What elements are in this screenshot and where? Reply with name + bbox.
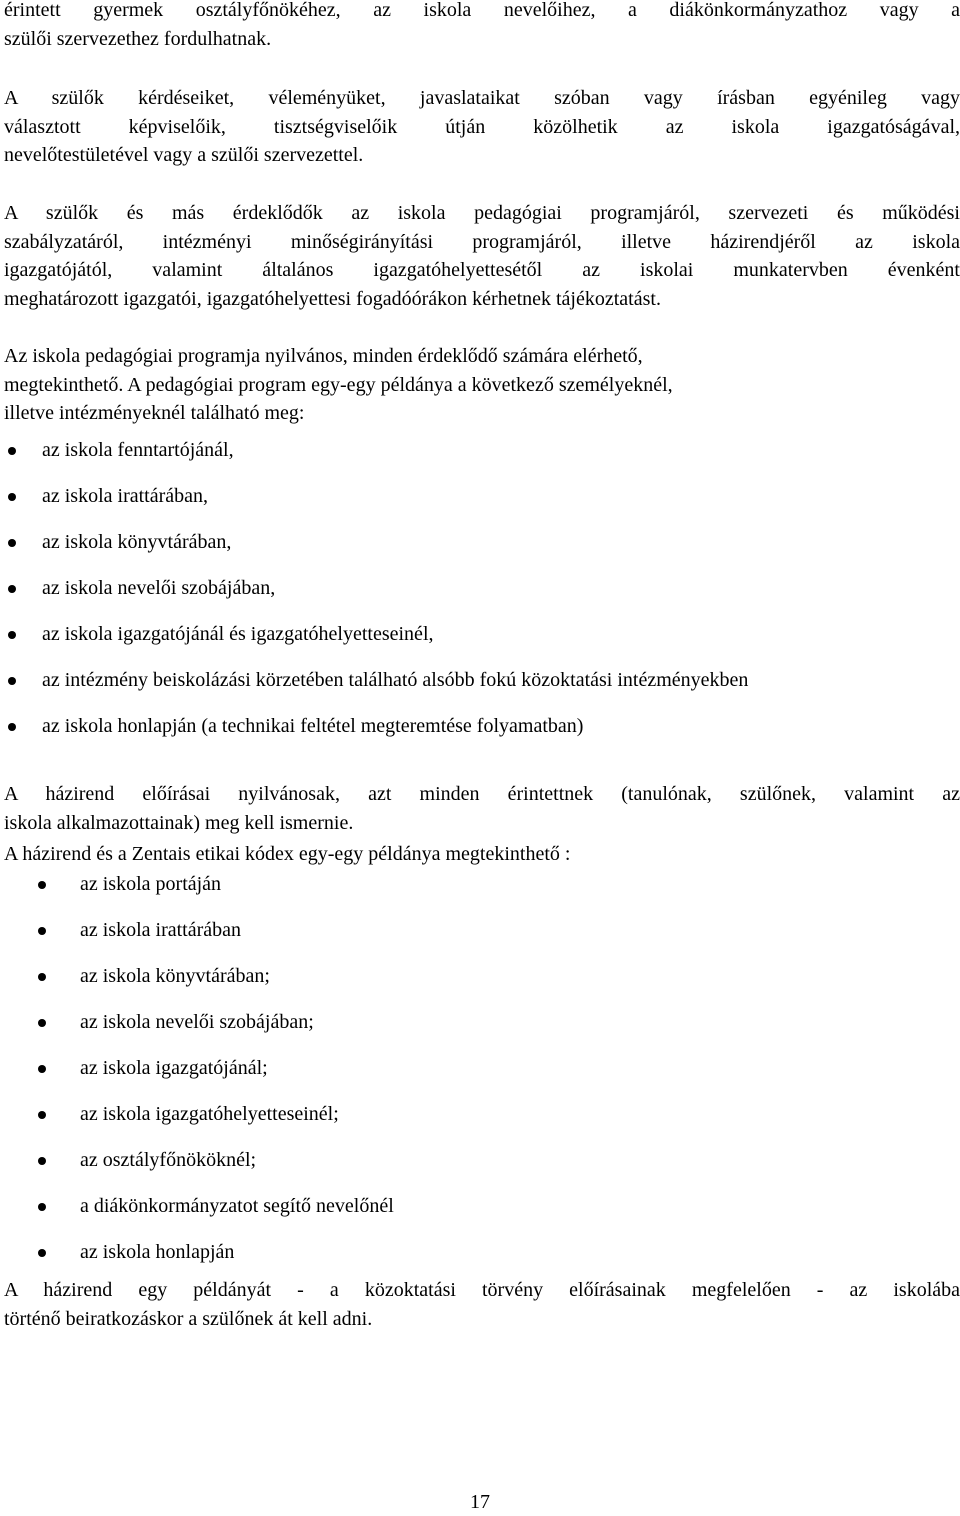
bullet-icon: [38, 927, 46, 935]
bullet-icon: [38, 1065, 46, 1073]
bullet-icon: [38, 1019, 46, 1027]
list-item: [8, 666, 948, 712]
paragraph-enrollment-copy: [4, 1276, 960, 1333]
list-item: [8, 712, 948, 758]
text-line: A házirend egy példányát - a közoktatási törvény előírásainak megfelelően - az iskolába: [4, 1279, 960, 1301]
bullet-icon: [38, 1111, 46, 1119]
text-line: megtekinthető. A pedagógiai program egy-egy példánya a következő személyeknél,: [4, 373, 673, 396]
list-item-text: az intézmény beiskolázási körzetében található alsóbb fokú közoktatási intézményekben: [42, 669, 749, 691]
paragraph-continuation: [4, 0, 960, 53]
list-item-text: az iskola igazgatójánál és igazgatóhelyetteseinél,: [42, 623, 434, 645]
text-line: iskola alkalmazottainak) meg kell ismernie.: [4, 811, 354, 834]
bullet-icon: [38, 973, 46, 981]
list-item: [8, 528, 948, 574]
text-line: A házirend és a Zentais etikai kódex egy-egy példánya megtekinthető :: [4, 843, 571, 865]
list-item: [38, 1146, 938, 1192]
bullet-icon: [38, 1157, 46, 1165]
list-item: [38, 1008, 938, 1054]
list-item-text: az iskola honlapján (a technikai feltétel megteremtése folyamatban): [42, 715, 584, 737]
list-item-text: az iskola igazgatójánál;: [80, 1057, 268, 1079]
text-line: érintett gyermek osztályfőnökéhez, az iskola nevelőihez, a diákönkormányzathoz vagy a: [4, 0, 960, 21]
list-item-text: az iskola könyvtárában,: [42, 531, 232, 553]
list-item: [38, 1054, 938, 1100]
bullet-icon: [8, 723, 16, 731]
text-line: nevelőtestületével vagy a szülői szervezettel.: [4, 144, 364, 166]
list-item-text: az iskola fenntartójánál,: [42, 439, 234, 461]
text-line: igazgatójától, valamint általános igazgatóhelyettesétől az iskolai munkatervben évenként: [4, 259, 960, 281]
bullet-icon: [8, 539, 16, 547]
list-item-text: az osztályfőnököknél;: [80, 1149, 257, 1171]
bullet-icon: [38, 1203, 46, 1211]
list-item-text: az iskola irattárában: [80, 919, 242, 941]
paragraph-information-sources: [4, 199, 960, 313]
list-item: [8, 482, 948, 528]
paragraph-house-rules-copies: [4, 840, 960, 869]
list-item-text: az iskola nevelői szobájában;: [80, 1011, 314, 1033]
paragraph-house-rules-public: [4, 780, 960, 837]
list-item-text: az iskola könyvtárában;: [80, 965, 270, 987]
text-line: A szülők kérdéseiket, véleményüket, javaslataikat szóban vagy írásban egyénileg vagy: [4, 87, 960, 109]
text-line: A házirend előírásai nyilvánosak, azt minden érintettnek (tanulónak, szülőnek, valamint az: [4, 783, 960, 805]
list-item: [8, 620, 948, 666]
list-item-text: a diákönkormányzatot segítő nevelőnél: [80, 1195, 394, 1217]
list-item-text: az iskola honlapján: [80, 1241, 235, 1263]
paragraph-parent-questions: [4, 84, 960, 170]
bullet-icon: [8, 631, 16, 639]
house-rules-locations-list: [38, 870, 938, 1284]
list-item-text: az iskola portáján: [80, 873, 222, 895]
text-line: A szülők és más érdeklődők az iskola pedagógiai programjáról, szervezeti és működési: [4, 202, 960, 224]
list-item: [38, 1100, 938, 1146]
text-line: illetve intézményeknél található meg:: [4, 402, 305, 424]
page-number: 17: [470, 1491, 490, 1513]
list-item-text: az iskola nevelői szobájában,: [42, 577, 276, 599]
bullet-icon: [8, 447, 16, 455]
bullet-icon: [8, 493, 16, 501]
paragraph-pedagogical-program: [4, 342, 864, 428]
bullet-icon: [38, 881, 46, 889]
list-item-text: az iskola igazgatóhelyetteseinél;: [80, 1103, 339, 1125]
bullet-icon: [38, 1249, 46, 1257]
text-line: szülői szervezethez fordulhatnak.: [4, 27, 272, 50]
list-item: [38, 870, 938, 916]
list-item: [38, 916, 938, 962]
list-item: [8, 436, 948, 482]
text-line: meghatározott igazgatói, igazgatóhelyettesi fogadóórákon kérhetnek tájékoztatást.: [4, 287, 661, 310]
bullet-icon: [8, 585, 16, 593]
program-locations-list: [8, 436, 948, 758]
list-item: [38, 1192, 938, 1238]
text-line: történő beiratkozáskor a szülőnek át kell adni.: [4, 1307, 373, 1330]
list-item: [38, 962, 938, 1008]
list-item: [8, 574, 948, 620]
bullet-icon: [8, 677, 16, 685]
list-item-text: az iskola irattárában,: [42, 485, 209, 507]
text-line: választott képviselőik, tisztségviselőik útján közölhetik az iskola igazgatóságával,: [4, 115, 960, 138]
text-line: szabályzatáról, intézményi minőségirányítási programjáról, illetve házirendjéről az iskola: [4, 230, 960, 253]
text-line: Az iskola pedagógiai programja nyilvános, minden érdeklődő számára elérhető,: [4, 345, 643, 367]
